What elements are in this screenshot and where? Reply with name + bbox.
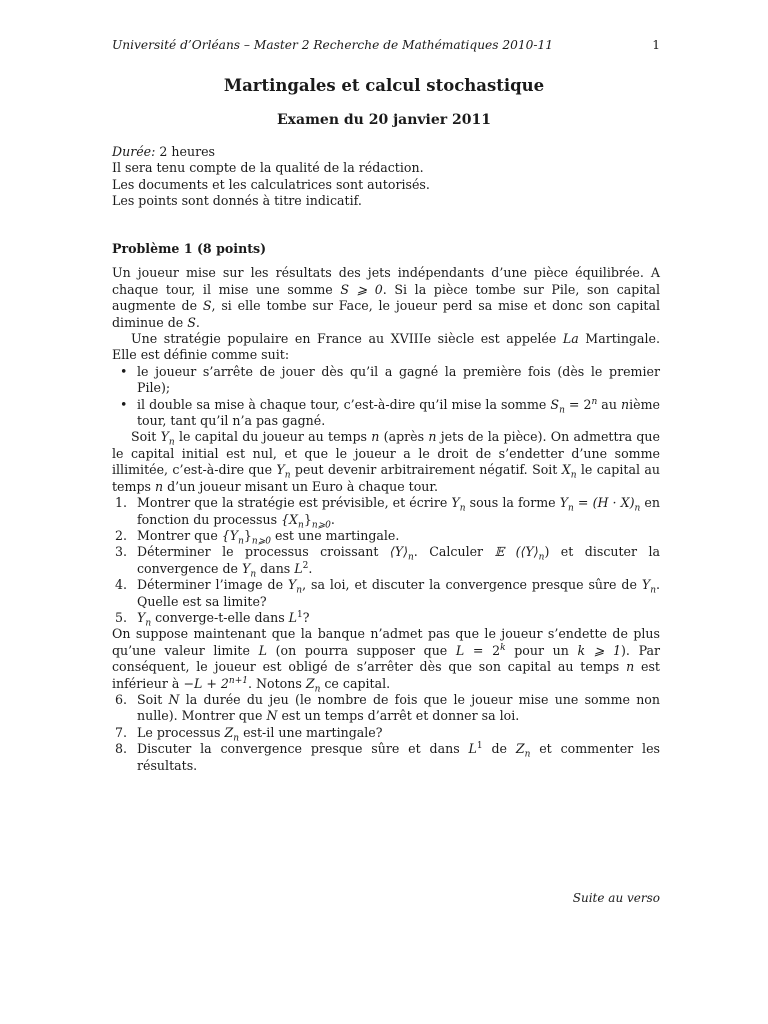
list-item: • le joueur s’arrête de jouer dès qu’il a gagné la première fois (dès le premier Pile); (120, 363, 660, 396)
question-item: 6. Soit N la durée du jeu (le nombre de fois que le joueur mise une somme non nulle). Montrer que N est un temps d’arrêt et donner sa loi. (115, 691, 660, 724)
question-item: 8. Discuter la convergence presque sûre et dans $L^1$ de $Z_n$ et commenter les résultats. (115, 741, 660, 773)
problem-title: Problème 1 (8 points) (112, 241, 267, 256)
question-item: 3. Déterminer le processus croissant $⟨Y⟩_n$. Calculer 𝔼 $(⟨Y⟩_n)$ et discuter la convergence de $Y_n$ dans $L^2$. (115, 544, 660, 580)
questions-part-b (112, 692, 660, 774)
problem-1 (112, 241, 660, 774)
question-item: 2. Montrer que $\{Y_n\}_{n⩾0}$ est une martingale. (115, 527, 400, 547)
duration-label: Durée: (112, 144, 156, 159)
question-item: 1. Montrer que la stratégie est prévisible, et écrire $Y_n$ sous la forme $Y_n = (H \cdot X)_n$ en fonction du processus $\{X_n\}_{n⩾0}$. (115, 495, 661, 531)
bullet-icon: • (120, 363, 128, 379)
running-head-text: Université d’Orléans – Master 2 Recherche de Mathématiques 2010-11 (112, 38, 554, 52)
paragraph-definitions: Soit $Y_n$ le capital du joueur au temps n (après n jets de la pièce). On admettra que le capital initial est nul, et que le joueur a le droit de s’endetter d’une somme illimitée, c’est-à-dire que $Y_n$ peut devenir arbitrairement négatif. Soit $X_n$ le capital au temps n d’un joueur misant un Euro à chaque tour. (112, 429, 660, 494)
exam-date-title: Examen du 20 janvier 2011 (277, 112, 491, 128)
question-item: 5. $Y_n$ converge-t-elle dans $L^1$? (115, 609, 310, 629)
paragraph-game-rules: Un joueur mise sur les résultats des jets indépendants d’une pièce équilibrée. A chaque tour, il mise une somme S ⩾ 0. Si la pièce tombe sur Pile, son capital augmente de S, si elle tombe sur Face, le joueur perd sa mise et donc son capital diminue de S. (112, 265, 660, 330)
question-item: 7. Le processus $Z_n$ est-il une martingale? (115, 724, 383, 744)
document-title: Martingales et calcul stochastique (223, 76, 545, 95)
list-item: • il double sa mise à chaque tour, c’est-à-dire qu’il mise la somme $S_n = 2^n$ au nième tour, tant qu’il n’a pas gagné. (120, 396, 660, 429)
instruction-line: Il sera tenu compte de la qualité de la rédaction. (112, 160, 424, 176)
continued-overleaf-note: Suite au verso (572, 891, 660, 905)
bullet-icon: • (120, 396, 128, 412)
duration-line (112, 144, 660, 160)
strategy-bullets (112, 364, 660, 430)
paragraph-debt-limit: On suppose maintenant que la banque n’admet pas que le joueur s’endette de plus qu’une valeur limite L (on pourra supposer que $L = 2^k$ pour un k ⩾ 1). Par conséquent, le joueur est obligé de s’arrêter dès que son capital au temps n est inférieur à $-L + 2^{n+1}$. Notons $Z_n$ ce capital. (112, 626, 661, 695)
instruction-line: Les points sont donnés à titre indicatif. (112, 193, 362, 209)
running-header (112, 37, 660, 53)
duration-value: 2 heures (155, 144, 216, 159)
instruction-line: Les documents et les calculatrices sont autorisés. (112, 176, 430, 192)
question-item: 4. Déterminer l’image de $Y_n$, sa loi, et discuter la convergence presque sûre de $Y_n$. Quelle est sa limite? (115, 577, 660, 609)
questions-part-a (112, 495, 661, 629)
exam-instructions (112, 144, 660, 210)
page-number: 1 (652, 38, 660, 52)
paragraph-strategy: Une stratégie populaire en France au XVIIIe siècle est appelée La Martingale. Elle est définie comme suit: (112, 331, 660, 363)
